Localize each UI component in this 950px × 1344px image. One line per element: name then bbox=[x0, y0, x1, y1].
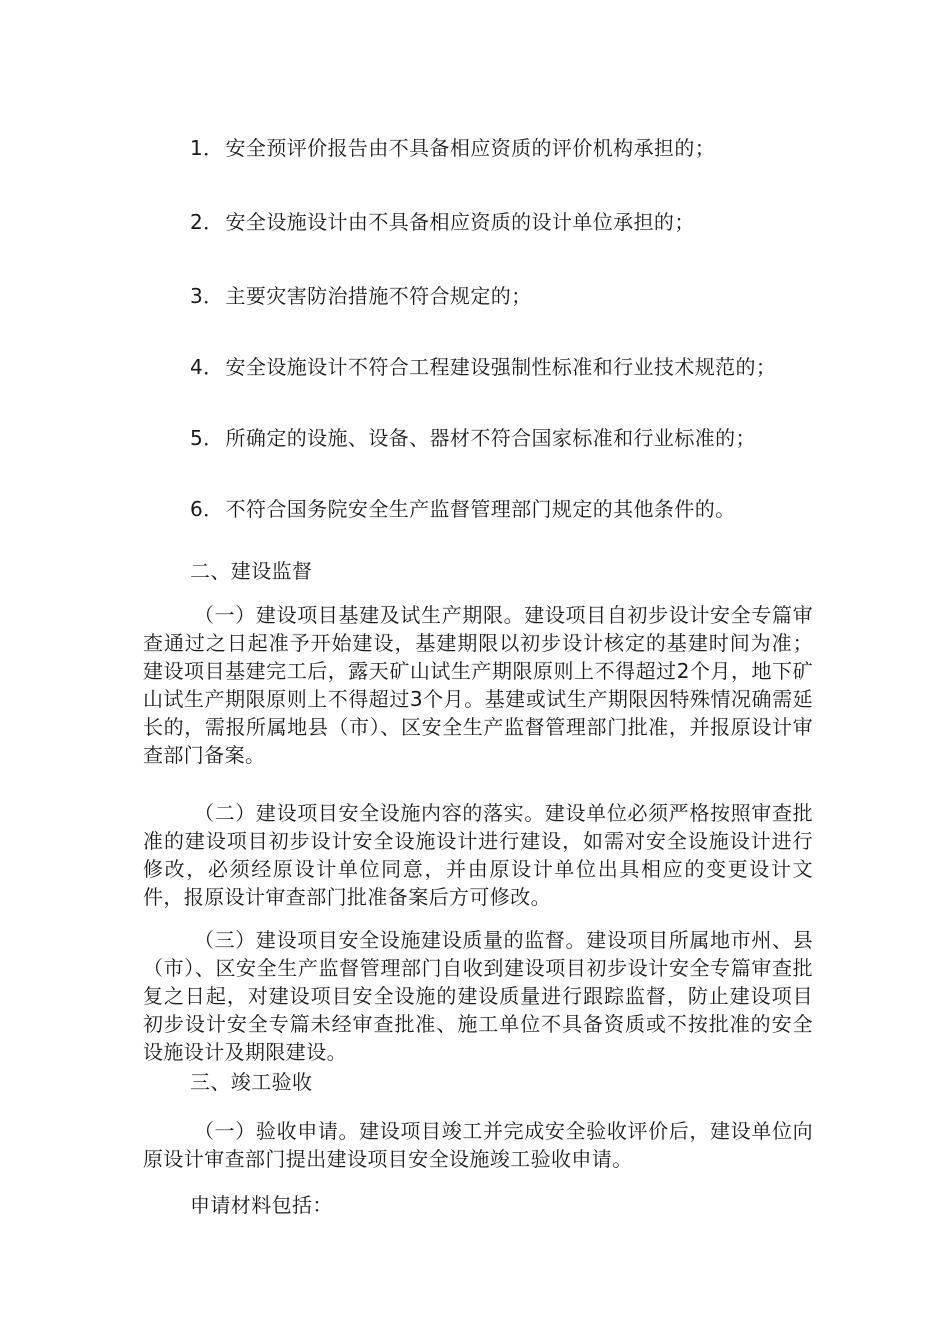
list-item-number: 5． bbox=[190, 426, 224, 450]
paragraph: （一）验收申请。建设项目竣工并完成安全验收评价后，建设单位向原设计审查部门提出建设项目安全设施竣工验收申请。 bbox=[143, 1119, 813, 1171]
paragraph bbox=[143, 601, 813, 769]
list-item bbox=[190, 136, 715, 160]
paragraph-number: 3 bbox=[409, 687, 423, 711]
list-item-text: 安全设施设计不符合工程建设强制性标准和行业技术规范的； bbox=[225, 355, 777, 379]
list-item-number: 4． bbox=[190, 355, 224, 379]
section-heading: 三、竣工验收 bbox=[190, 1070, 313, 1094]
list-item-text: 主要灾害防治措施不符合规定的； bbox=[225, 284, 532, 308]
paragraph: （三）建设项目安全设施建设质量的监督。建设项目所属地市州、县（市）、区安全生产监督管理部门自收到建设项目初步设计安全专篇审查批复之日起，对建设项目安全设施的建设质量进行跟踪监督，防止建设项目初步设计安全专篇未经审查批准、施工单位不具备资质或不按批准的安全设施设计及期限建设。 bbox=[143, 928, 813, 1064]
list-item-number: 2． bbox=[190, 210, 224, 234]
list-item-number: 6． bbox=[190, 497, 224, 521]
list-item bbox=[190, 426, 756, 450]
paragraph: 申请材料包括： bbox=[190, 1193, 333, 1217]
paragraph-text: （一）建设项目基建及试生产期限。建设项目自初步设计安全专篇审查通过之日起准予开始建设，基建期限以初步设计核定的基建时间为准；建设项目基建完工后，露天矿山试生产期限原则上不得超过 bbox=[143, 603, 813, 683]
paragraph: （二）建设项目安全设施内容的落实。建设单位必须严格按照审查批准的建设项目初步设计安全设施设计进行建设，如需对安全设施设计进行修改，必须经原设计单位同意，并由原设计单位出具相应的变更设计文件，报原设计审查部门批准备案后方可修改。 bbox=[143, 801, 813, 909]
paragraph-text: 个月。基建或试生产期限因特殊情况确需延长的，需报所属地县（市）、区安全生产监督管理部门批准，并报原设计审查部门备案。 bbox=[143, 687, 813, 767]
paragraph-number: 2 bbox=[676, 659, 690, 683]
list-item-text: 不符合国务院安全生产监督管理部门规定的其他条件的。 bbox=[225, 497, 736, 521]
list-item bbox=[190, 497, 736, 521]
list-item-number: 1． bbox=[190, 136, 224, 160]
list-item-text: 安全设施设计由不具备相应资质的设计单位承担的； bbox=[225, 210, 695, 234]
list-item bbox=[190, 284, 532, 308]
section-heading: 二、建设监督 bbox=[190, 559, 313, 583]
list-item bbox=[190, 355, 776, 379]
list-item-number: 3． bbox=[190, 284, 224, 308]
paragraph-text: 个月，地下矿山试生产期限原则上不得超过 bbox=[143, 659, 813, 711]
list-item bbox=[190, 210, 695, 234]
list-item-text: 安全预评价报告由不具备相应资质的评价机构承担的； bbox=[225, 136, 716, 160]
list-item-text: 所确定的设施、设备、器材不符合国家标准和行业标准的； bbox=[225, 426, 756, 450]
